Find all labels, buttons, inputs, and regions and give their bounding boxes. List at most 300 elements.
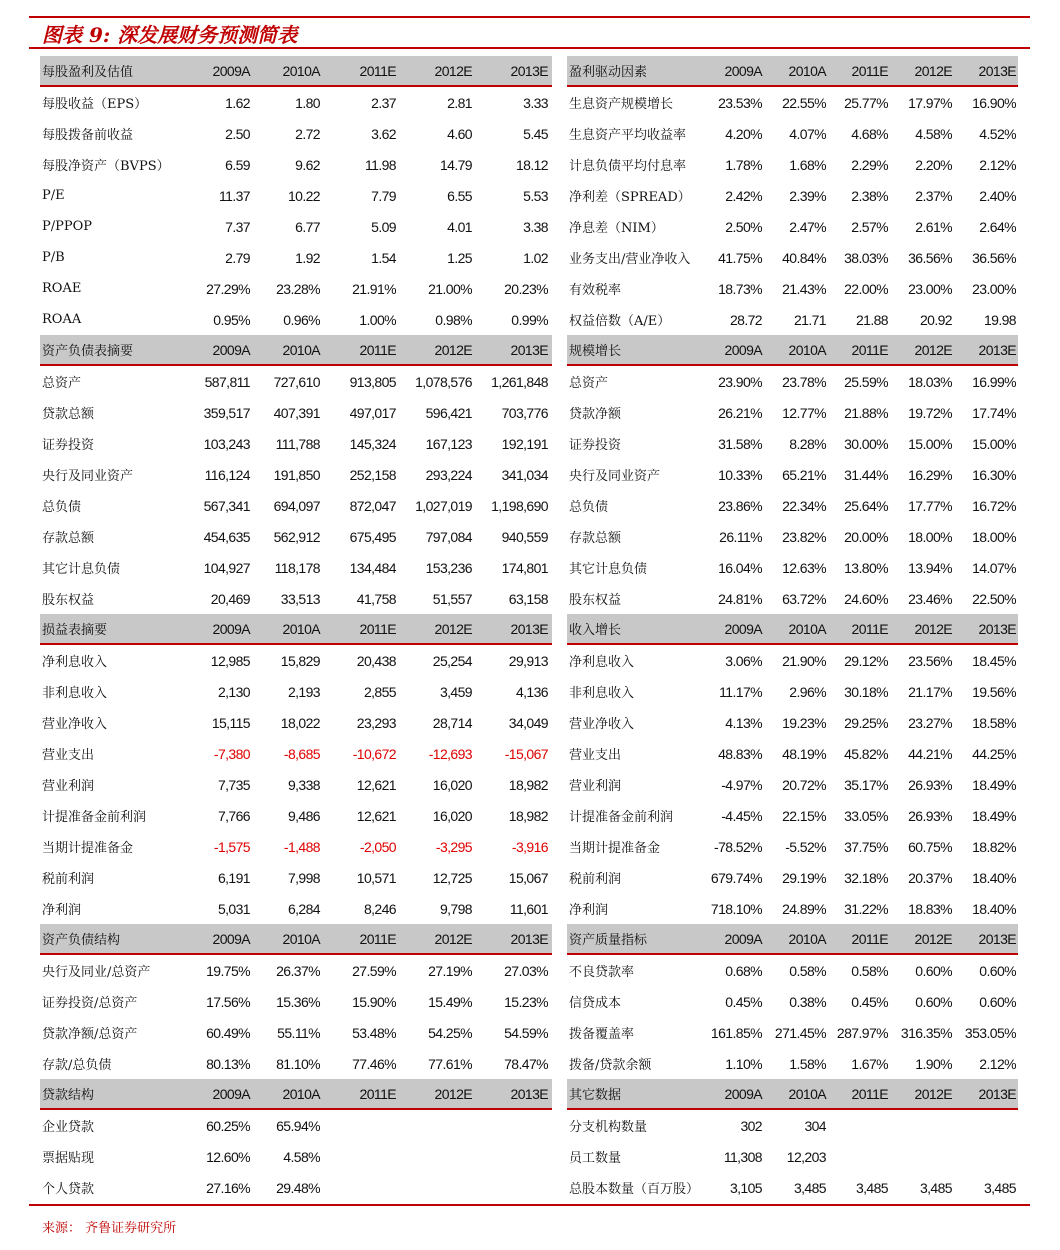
- cell-value: 2.37%: [915, 187, 952, 204]
- cell-value: 2.39%: [789, 187, 826, 204]
- cell-value: 2.64%: [979, 218, 1016, 235]
- cell-value: 17.56%: [206, 993, 250, 1010]
- cell-value: 23.00%: [908, 280, 952, 297]
- table-row: [567, 645, 1018, 676]
- table-row: [40, 149, 552, 180]
- cell-value: 63.72%: [782, 590, 826, 607]
- year-header: 2013E: [510, 62, 548, 79]
- cell-value: 41,758: [356, 590, 396, 607]
- cell-value: 1.78%: [725, 156, 762, 173]
- cell-value: 4.52%: [979, 125, 1016, 142]
- cell-value: 0.58%: [851, 962, 888, 979]
- cell-value: 191,850: [273, 466, 320, 483]
- cell-value: 6.77: [295, 218, 320, 235]
- year-header: 2010A: [788, 1085, 826, 1102]
- cell-value: 145,324: [349, 435, 396, 452]
- row-label: 企业贷款: [42, 1120, 95, 1135]
- cell-value: 15,115: [211, 714, 250, 731]
- table-row: [40, 676, 552, 707]
- left-table: [40, 56, 552, 1203]
- cell-value: 20.23%: [504, 280, 548, 297]
- cell-value: 12,621: [356, 776, 396, 793]
- year-header: 2011E: [851, 1085, 888, 1102]
- row-label: 贷款净额/总资产: [42, 1027, 138, 1042]
- table-row: [567, 955, 1018, 986]
- cell-value: 0.60%: [979, 962, 1016, 979]
- section-title: 每股盈利及估值: [42, 65, 134, 80]
- cell-value: 33,513: [280, 590, 320, 607]
- year-header: 2012E: [914, 930, 952, 947]
- cell-value: 31.58%: [718, 435, 762, 452]
- cell-value: 16.04%: [718, 559, 762, 576]
- cell-value: 7,998: [287, 869, 320, 886]
- row-label: 营业净收入: [569, 717, 635, 732]
- cell-value: 51,557: [432, 590, 472, 607]
- row-label: 净利息收入: [42, 655, 108, 670]
- section-header: [40, 56, 552, 87]
- table-row: [40, 769, 552, 800]
- cell-value: 3,485: [855, 1179, 888, 1196]
- table-row: [40, 986, 552, 1017]
- cell-value: 271.45%: [774, 1024, 826, 1041]
- cell-value: 26.21%: [718, 404, 762, 421]
- row-label: 净利差（SPREAD）: [569, 190, 691, 205]
- year-header: 2011E: [359, 1085, 396, 1102]
- cell-value: 21.88%: [844, 404, 888, 421]
- row-label: 有效税率: [569, 283, 622, 298]
- cell-value: 718.10%: [710, 900, 762, 917]
- section-title: 资产负债结构: [42, 933, 121, 948]
- cell-value: 6,284: [287, 900, 320, 917]
- row-label: 净利润: [569, 903, 609, 918]
- year-header: 2011E: [851, 930, 888, 947]
- cell-value: 0.99%: [511, 311, 548, 328]
- cell-value: 12.60%: [206, 1148, 250, 1165]
- cell-value: 53.48%: [352, 1024, 396, 1041]
- table-row: [40, 1017, 552, 1048]
- cell-value: 2,193: [287, 683, 320, 700]
- cell-value: 2,130: [217, 683, 250, 700]
- cell-value: 11.98: [365, 156, 396, 173]
- title-rule: [29, 47, 1030, 49]
- table-row: [567, 180, 1018, 211]
- row-label: ROAA: [42, 312, 82, 327]
- cell-value: 18.40%: [972, 869, 1016, 886]
- row-label: 生息资产平均收益率: [569, 128, 687, 143]
- cell-value: 6.55: [447, 187, 472, 204]
- cell-value: 19.56%: [972, 683, 1016, 700]
- table-row: [567, 87, 1018, 118]
- cell-value: 21.17%: [908, 683, 952, 700]
- cell-value: 30.00%: [844, 435, 888, 452]
- year-header: 2009A: [724, 341, 762, 358]
- table-row: [567, 738, 1018, 769]
- cell-value: 80.13%: [206, 1055, 250, 1072]
- year-header: 2012E: [434, 930, 472, 947]
- cell-value: 36.56%: [908, 249, 952, 266]
- cell-value: 32.18%: [844, 869, 888, 886]
- cell-value: 36.56%: [972, 249, 1016, 266]
- cell-value: 8.28%: [789, 435, 826, 452]
- cell-value: 2.38%: [851, 187, 888, 204]
- cell-value: 54.59%: [504, 1024, 548, 1041]
- cell-value: 18.49%: [972, 807, 1016, 824]
- section-header: [40, 924, 552, 955]
- year-header: 2010A: [282, 341, 320, 358]
- cell-value: 4.68%: [851, 125, 888, 142]
- cell-value: 6,191: [217, 869, 250, 886]
- cell-value: 0.45%: [851, 993, 888, 1010]
- table-row: [567, 1110, 1018, 1141]
- cell-value: 316.35%: [900, 1024, 952, 1041]
- year-header: 2010A: [282, 62, 320, 79]
- row-label: 非利息收入: [569, 686, 635, 701]
- table-row: [40, 521, 552, 552]
- table-row: [567, 459, 1018, 490]
- cell-value: 3,459: [439, 683, 472, 700]
- cell-value: 104,927: [203, 559, 250, 576]
- year-header: 2009A: [724, 620, 762, 637]
- table-row: [567, 521, 1018, 552]
- cell-value: 26.37%: [276, 962, 320, 979]
- row-label: 其它计息负债: [569, 562, 648, 577]
- cell-value: 24.89%: [782, 900, 826, 917]
- table-row: [567, 211, 1018, 242]
- cell-value: 18.45%: [972, 652, 1016, 669]
- year-header: 2013E: [510, 620, 548, 637]
- cell-value: 1.62: [225, 94, 250, 111]
- section-header: [567, 924, 1018, 955]
- cell-value: 17.77%: [908, 497, 952, 514]
- cell-value: -1,488: [283, 838, 320, 855]
- cell-value: 7,766: [217, 807, 250, 824]
- cell-value: 2.57%: [851, 218, 888, 235]
- year-header: 2011E: [359, 62, 396, 79]
- section-title: 规模增长: [569, 344, 622, 359]
- cell-value: 3,485: [793, 1179, 826, 1196]
- cell-value: 0.60%: [915, 962, 952, 979]
- year-header: 2013E: [978, 62, 1016, 79]
- cell-value: 18.82%: [972, 838, 1016, 855]
- cell-value: 21.43%: [782, 280, 826, 297]
- cell-value: 167,123: [425, 435, 472, 452]
- table-row: [40, 862, 552, 893]
- row-label: 业务支出/营业净收入: [569, 252, 691, 267]
- row-label: 营业净收入: [42, 717, 108, 732]
- table-row: [567, 490, 1018, 521]
- cell-value: -15,067: [504, 745, 548, 762]
- cell-value: 2.12%: [979, 1055, 1016, 1072]
- year-header: 2013E: [510, 341, 548, 358]
- cell-value: 20,469: [210, 590, 250, 607]
- cell-value: 0.68%: [725, 962, 762, 979]
- cell-value: 10.22: [287, 187, 320, 204]
- table-row: [567, 1048, 1018, 1079]
- cell-value: 118,178: [274, 559, 320, 576]
- cell-value: 3,105: [729, 1179, 762, 1196]
- table-row: [40, 273, 552, 304]
- cell-value: 23.46%: [908, 590, 952, 607]
- cell-value: -4.45%: [721, 807, 762, 824]
- cell-value: 16.30%: [972, 466, 1016, 483]
- cell-value: 28,714: [432, 714, 472, 731]
- cell-value: 21.90%: [782, 652, 826, 669]
- cell-value: 21.00%: [428, 280, 472, 297]
- cell-value: 18.73%: [718, 280, 762, 297]
- cell-value: 25.64%: [844, 497, 888, 514]
- year-header: 2013E: [510, 930, 548, 947]
- row-label: 营业利润: [42, 779, 95, 794]
- cell-value: 17.74%: [972, 404, 1016, 421]
- year-header: 2013E: [978, 620, 1016, 637]
- cell-value: 11.17%: [719, 683, 762, 700]
- year-header: 2011E: [359, 620, 396, 637]
- cell-value: 27.29%: [206, 280, 250, 297]
- cell-value: 15,829: [280, 652, 320, 669]
- cell-value: 562,912: [273, 528, 320, 545]
- table-row: [40, 1141, 552, 1172]
- cell-value: 1.68%: [789, 156, 826, 173]
- row-label: 净息差（NIM）: [569, 221, 664, 236]
- cell-value: 65.94%: [276, 1117, 320, 1134]
- bottom-rule: [29, 1204, 1030, 1206]
- row-label: 贷款总额: [42, 407, 95, 422]
- row-label: 证券投资/总资产: [42, 996, 138, 1011]
- row-label: 每股净资产（BVPS）: [42, 159, 170, 174]
- cell-value: 60.25%: [206, 1117, 250, 1134]
- table-row: [40, 1172, 552, 1203]
- cell-value: 18.83%: [908, 900, 952, 917]
- year-header: 2012E: [914, 341, 952, 358]
- cell-value: 567,341: [203, 497, 250, 514]
- right-table: [567, 56, 1018, 1203]
- cell-value: 12,203: [786, 1148, 826, 1165]
- cell-value: 23.27%: [908, 714, 952, 731]
- cell-value: 14.79: [439, 156, 472, 173]
- cell-value: 45.82%: [844, 745, 888, 762]
- year-header: 2010A: [788, 620, 826, 637]
- cell-value: 4.60: [447, 125, 472, 142]
- cell-value: 0.60%: [979, 993, 1016, 1010]
- cell-value: 22.55%: [782, 94, 826, 111]
- cell-value: 12.63%: [782, 559, 826, 576]
- section-header: [40, 1079, 552, 1110]
- cell-value: 9,798: [439, 900, 472, 917]
- cell-value: 28.72: [729, 311, 762, 328]
- table-row: [40, 1110, 552, 1141]
- section-title: 资产负债表摘要: [42, 344, 134, 359]
- cell-value: 65.21%: [782, 466, 826, 483]
- table-row: [567, 583, 1018, 614]
- year-header: 2009A: [212, 341, 250, 358]
- year-header: 2009A: [724, 62, 762, 79]
- row-label: 净利润: [42, 903, 82, 918]
- row-label: 税前利润: [42, 872, 95, 887]
- cell-value: 18.03%: [908, 373, 952, 390]
- cell-value: -3,295: [435, 838, 472, 855]
- cell-value: 1.58%: [789, 1055, 826, 1072]
- year-header: 2012E: [434, 620, 472, 637]
- cell-value: 1.67%: [851, 1055, 888, 1072]
- cell-value: 18.00%: [908, 528, 952, 545]
- table-row: [40, 490, 552, 521]
- cell-value: 4.13%: [725, 714, 762, 731]
- section-title: 贷款结构: [42, 1088, 95, 1103]
- cell-value: 1.80: [295, 94, 320, 111]
- cell-value: 353.05%: [964, 1024, 1016, 1041]
- cell-value: 19.23%: [782, 714, 826, 731]
- cell-value: 18,022: [280, 714, 320, 731]
- cell-value: 4.07%: [789, 125, 826, 142]
- cell-value: -7,380: [213, 745, 250, 762]
- table-row: [567, 149, 1018, 180]
- cell-value: 0.98%: [435, 311, 472, 328]
- cell-value: 497,017: [349, 404, 396, 421]
- cell-value: 14.07%: [972, 559, 1016, 576]
- cell-value: 22.34%: [782, 497, 826, 514]
- row-label: 央行及同业资产: [42, 469, 134, 484]
- table-row: [567, 242, 1018, 273]
- section-title: 收入增长: [569, 623, 622, 638]
- year-header: 2010A: [282, 930, 320, 947]
- cell-value: 29.25%: [844, 714, 888, 731]
- cell-value: 679.74%: [710, 869, 762, 886]
- cell-value: 1,198,690: [491, 497, 548, 514]
- cell-value: 5,031: [217, 900, 250, 917]
- cell-value: 23,293: [356, 714, 396, 731]
- table-row: [40, 459, 552, 490]
- row-label: 存款/总负债: [42, 1058, 112, 1073]
- cell-value: 4.20%: [725, 125, 762, 142]
- year-header: 2009A: [212, 620, 250, 637]
- table-row: [40, 1048, 552, 1079]
- table-row: [567, 1017, 1018, 1048]
- cell-value: 134,484: [349, 559, 396, 576]
- cell-value: 3.62: [371, 125, 396, 142]
- cell-value: 54.25%: [428, 1024, 472, 1041]
- year-header: 2012E: [914, 1085, 952, 1102]
- cell-value: 2.40%: [979, 187, 1016, 204]
- cell-value: 26.11%: [719, 528, 762, 545]
- year-header: 2013E: [978, 930, 1016, 947]
- cell-value: 25.59%: [844, 373, 888, 390]
- row-label: 计提准备金前利润: [42, 810, 147, 825]
- cell-value: 37.75%: [844, 838, 888, 855]
- cell-value: 20.00%: [844, 528, 888, 545]
- cell-value: 6.59: [225, 156, 250, 173]
- cell-value: 1.02: [523, 249, 548, 266]
- cell-value: -10,672: [352, 745, 396, 762]
- row-label: 税前利润: [569, 872, 622, 887]
- cell-value: 23.78%: [782, 373, 826, 390]
- cell-value: 2.72: [295, 125, 320, 142]
- row-label: 营业支出: [42, 748, 95, 763]
- cell-value: 872,047: [349, 497, 396, 514]
- cell-value: 21.88: [855, 311, 888, 328]
- row-label: 央行及同业资产: [569, 469, 661, 484]
- year-header: 2012E: [434, 62, 472, 79]
- cell-value: -4.97%: [721, 776, 762, 793]
- cell-value: 2.61%: [915, 218, 952, 235]
- cell-value: 3.38: [523, 218, 548, 235]
- table-row: [567, 1141, 1018, 1172]
- cell-value: 192,191: [501, 435, 548, 452]
- cell-value: 12,985: [210, 652, 250, 669]
- cell-value: 20.37%: [908, 869, 952, 886]
- cell-value: 29.19%: [782, 869, 826, 886]
- row-label: 总负债: [42, 500, 82, 515]
- cell-value: 48.19%: [782, 745, 826, 762]
- cell-value: 103,243: [203, 435, 250, 452]
- table-row: [40, 366, 552, 397]
- table-row: [40, 242, 552, 273]
- year-header: 2010A: [788, 341, 826, 358]
- cell-value: 0.38%: [789, 993, 826, 1010]
- top-rule: [29, 16, 1030, 18]
- section-header: [40, 335, 552, 366]
- cell-value: 174,801: [501, 559, 548, 576]
- cell-value: 18.12: [515, 156, 548, 173]
- row-label: 总负债: [569, 500, 609, 515]
- cell-value: 77.61%: [428, 1055, 472, 1072]
- table-row: [567, 862, 1018, 893]
- cell-value: 15.49%: [428, 993, 472, 1010]
- table-row: [567, 676, 1018, 707]
- table-row: [567, 366, 1018, 397]
- year-header: 2009A: [724, 1085, 762, 1102]
- cell-value: 12.77%: [782, 404, 826, 421]
- cell-value: 3.06%: [725, 652, 762, 669]
- cell-value: 359,517: [203, 404, 250, 421]
- table-row: [40, 304, 552, 335]
- cell-value: 48.83%: [718, 745, 762, 762]
- cell-value: 587,811: [204, 373, 250, 390]
- year-header: 2009A: [212, 930, 250, 947]
- cell-value: 4.58%: [915, 125, 952, 142]
- row-label: 信贷成本: [569, 996, 622, 1011]
- cell-value: 10,571: [356, 869, 396, 886]
- cell-value: 16.72%: [972, 497, 1016, 514]
- cell-value: 2.47%: [789, 218, 826, 235]
- cell-value: 13.80%: [844, 559, 888, 576]
- cell-value: 694,097: [273, 497, 320, 514]
- cell-value: 5.45: [523, 125, 548, 142]
- row-label: 计息负债平均付息率: [569, 159, 687, 174]
- cell-value: -5.52%: [785, 838, 826, 855]
- row-label: 不良贷款率: [569, 965, 635, 980]
- cell-value: 60.75%: [908, 838, 952, 855]
- cell-value: 25,254: [432, 652, 472, 669]
- cell-value: 18,982: [508, 807, 548, 824]
- cell-value: 19.72%: [908, 404, 952, 421]
- row-label: 个人贷款: [42, 1182, 95, 1197]
- table-row: [567, 273, 1018, 304]
- source-note: 来源： 齐鲁证券研究所: [42, 1221, 177, 1236]
- year-header: 2011E: [851, 62, 888, 79]
- row-label: 贷款净额: [569, 407, 622, 422]
- cell-value: 2.50: [225, 125, 250, 142]
- cell-value: 116,124: [204, 466, 250, 483]
- cell-value: 341,034: [501, 466, 548, 483]
- cell-value: 2.50%: [725, 218, 762, 235]
- section-title: 盈利驱动因素: [569, 65, 648, 80]
- year-header: 2009A: [212, 62, 250, 79]
- row-label: 每股收益（EPS）: [42, 97, 148, 112]
- table-row: [40, 397, 552, 428]
- table-row: [40, 180, 552, 211]
- row-label: ROAE: [42, 281, 82, 296]
- cell-value: 7.79: [371, 187, 396, 204]
